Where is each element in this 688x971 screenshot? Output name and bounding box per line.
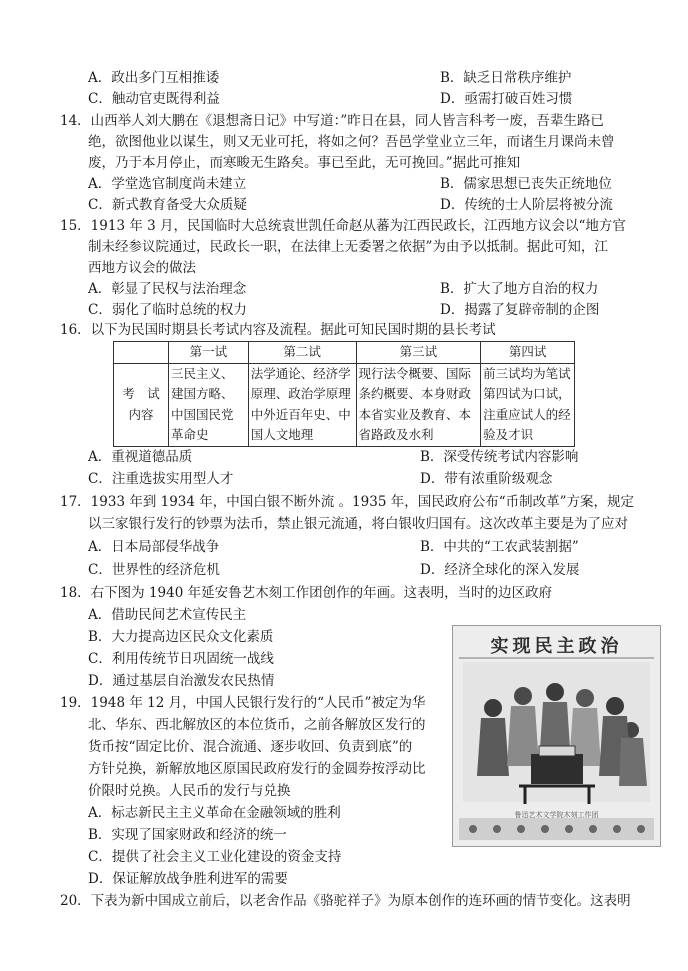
- q19-line-2: 北、华东、西北解放区的本位货币，之前各解放区发行的: [88, 717, 426, 733]
- table-header-cell: 第一试: [168, 342, 248, 364]
- q18-option-c: C．利用传统节日巩固统一战线: [88, 651, 274, 667]
- q18-option-b: B．大力提高边区民众文化素质: [88, 629, 274, 645]
- q16-option-c: C．注重选拔实用型人才: [88, 471, 234, 487]
- q19-line-1: 19．1948 年 12 月，中国人民银行发行的“人民币”被定为华: [60, 695, 426, 711]
- q16-option-b: B．深受传统考试内容影响: [420, 449, 579, 465]
- table-cell: 现行法令概要、国际条约概要、本身财政本省实业及教育、本省路政及水利: [356, 363, 481, 446]
- q19-line-4: 方针兑换，新解放地区原国民政府发行的金圆券按浮动比: [88, 761, 426, 777]
- q19-line-3: 货币按“固定比价、混合流通、逐步收回、负责到底”的: [88, 739, 413, 755]
- q18-option-d: D．通过基层自治激发农民热情: [88, 673, 275, 689]
- woodcut-poster-image: [452, 625, 661, 847]
- q17-line-2: 以三家银行发行的钞票为法币，禁止银元流通，将白银收归国有。这次改革主要是为了应对: [88, 516, 628, 532]
- table-header-cell: 第四试: [481, 342, 575, 364]
- q13-option-c: C．触动官吏既得利益: [88, 91, 220, 107]
- q17-option-c: C．世界性的经济危机: [88, 562, 220, 578]
- table-header-cell: 第二试: [248, 342, 356, 364]
- q19-option-c: C．提供了社会主义工业化建设的资金支持: [88, 849, 342, 865]
- q14-line-2: 绝，欲图他业以谋生，则又无业可托，将如之何？吾邑学堂业立三年，而诸生月课尚未曾: [88, 134, 615, 150]
- q17-option-d: D．经济全球化的深入发展: [420, 562, 580, 578]
- table-row-label: 考 试内容: [114, 363, 169, 446]
- q18-line-1: 18．右下图为 1940 年延安鲁艺木刻工作团创作的年画。这表明，当时的边区政府: [60, 585, 553, 601]
- q20-line-1: 20．下表为新中国成立前后，以老舍作品《骆驼祥子》为原本创作的连环画的情节变化。这表明: [60, 893, 631, 909]
- q17-line-1: 17．1933 年到 1934 年，中国白银不断外流 。1935 年，国民政府公布“币制改革”方案，规定: [60, 494, 635, 510]
- table-cell: 前三试均为笔试第四试为口试，注重应试人的经验及才识: [481, 363, 575, 446]
- county-exam-table: [113, 341, 575, 447]
- poster-caption: 鲁迅艺术文学院木刻工作团: [514, 811, 599, 819]
- q19-line-5: 价限时兑换。人民币的发行与兑换: [88, 783, 291, 799]
- q18-option-a: A．借助民间艺术宣传民主: [88, 607, 247, 623]
- q15-option-d: D．揭露了复辟帝制的企图: [440, 302, 600, 318]
- q19-option-d: D．保证解放战争胜利进军的需要: [88, 871, 288, 887]
- q13-option-b: B．缺乏日常秩序维护: [440, 70, 572, 86]
- table-header-row: [114, 342, 575, 364]
- q15-option-b: B．扩大了地方自治的权力: [440, 281, 599, 297]
- q14-option-b: B．儒家思想已丧失正统地位: [440, 176, 612, 192]
- q16-option-a: A．重视道德品质: [88, 449, 193, 465]
- q14-option-d: D．传统的士人阶层将被分流: [440, 197, 613, 213]
- q16-line-1: 16．以下为民国时期县长考试内容及流程。据此可知民国时期的县长考试: [60, 322, 496, 338]
- q19-option-a: A．标志新民主主义革命在金融领域的胜利: [88, 805, 341, 821]
- q15-option-a: A．彰显了民权与法治理念: [88, 281, 247, 297]
- q17-option-a: A．日本局部侵华战争: [88, 539, 220, 555]
- q15-line-2: 制未经参议院通过，民政长一职，在法律上无委署之依据”为由予以抵制。据此可知，江: [88, 239, 608, 255]
- q19-option-b: B．实现了国家财政和经济的统一: [88, 827, 287, 843]
- q14-line-1: 14．山西举人刘大鹏在《退想斋日记》中写道：”昨日在县，同人皆言科考一废，吾辈生路已: [60, 113, 604, 129]
- q14-line-3: 废，乃于本月停止，而寒畯无生路矣。事已至此，无可挽回。”据此可推知: [88, 155, 521, 171]
- table-cell: 三民主义、建国方略、中国国民党革命史: [168, 363, 248, 446]
- q14-option-c: C．新式教育备受大众质疑: [88, 197, 247, 213]
- table-cell: 法学通论、经济学原理、政治学原理中外近百年史、中国人文地理: [248, 363, 356, 446]
- poster-title: 实现民主政治: [490, 636, 623, 657]
- q15-option-c: C．弱化了临时总统的权力: [88, 302, 247, 318]
- table-header-cell: 第三试: [356, 342, 481, 364]
- q13-option-a: A．政出多门互相推诿: [88, 70, 220, 86]
- q16-option-d: D．带有浓重阶级观念: [420, 471, 553, 487]
- q17-option-b: B．中共的“工农武装割据”: [420, 539, 579, 555]
- q15-line-3: 西地方议会的做法: [88, 260, 196, 276]
- q13-option-d: D．亟需打破百姓习惯: [440, 91, 573, 107]
- q14-option-a: A．学堂选官制度尚未建立: [88, 176, 247, 192]
- table-row: [114, 363, 575, 446]
- q15-line-1: 15．1913 年 3 月，民国临时大总统袁世凯任命赵从蕃为江西民政长，江西地方议会以“地方官: [60, 218, 626, 234]
- table-corner-cell: [114, 342, 169, 364]
